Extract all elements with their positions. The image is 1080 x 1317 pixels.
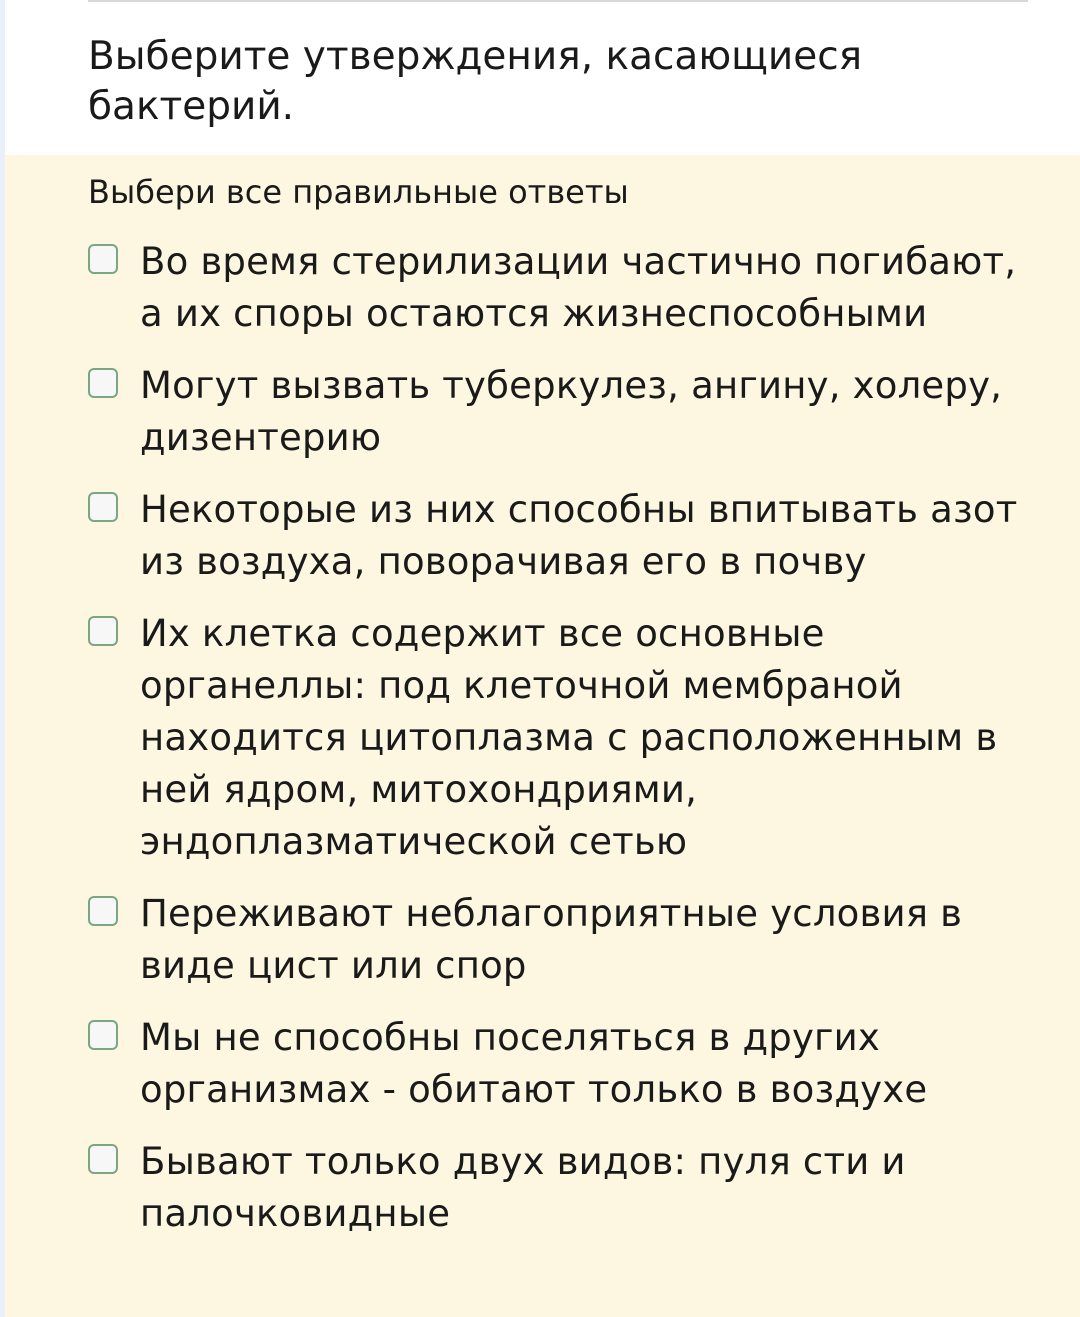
answer-option-2[interactable] xyxy=(88,360,1028,464)
checkbox[interactable] xyxy=(88,896,118,926)
instruction-text: Выбери все правильные ответы xyxy=(88,173,629,211)
answer-option-3[interactable] xyxy=(88,484,1028,588)
answer-option-5[interactable] xyxy=(88,888,1028,992)
answer-option-7[interactable] xyxy=(88,1136,1028,1240)
answer-option-4[interactable] xyxy=(88,608,1028,868)
answer-option-label: Во время стерилизации частично погибают, а их споры остаются жизнеспособными xyxy=(140,240,1017,335)
answer-option-label: Переживают неблагоприятные условия в виде цист или спор xyxy=(140,892,963,987)
answer-option-label: Их клетка содержит все основные органеллы: под клеточной мембраной находится цитоплазма с расположенным в ней ядром, митохондриями, эндоплазматической сетью xyxy=(140,612,998,863)
question-text: Выберите утверждения, касающиеся бактерий. xyxy=(88,34,863,129)
checkbox[interactable] xyxy=(88,368,118,398)
answer-option-label: Могут вызвать туберкулез, ангину, холеру, дизентерию xyxy=(140,364,1003,459)
answer-option-1[interactable] xyxy=(88,236,1028,340)
checkbox[interactable] xyxy=(88,1020,118,1050)
top-divider xyxy=(88,0,1028,2)
checkbox[interactable] xyxy=(88,244,118,274)
checkbox[interactable] xyxy=(88,492,118,522)
answer-option-6[interactable] xyxy=(88,1012,1028,1116)
answer-option-label: Бывают только двух видов: пуля сти и палочковидные xyxy=(140,1140,906,1235)
checkbox[interactable] xyxy=(88,616,118,646)
checkbox[interactable] xyxy=(88,1144,118,1174)
answer-option-label: Мы не способны поселяться в других организмах - обитают только в воздухе xyxy=(140,1016,928,1111)
answer-options-list xyxy=(88,236,1028,1260)
answer-option-label: Некоторые из них способны впитывать азот из воздуха, поворачивая его в почву xyxy=(140,488,1018,583)
